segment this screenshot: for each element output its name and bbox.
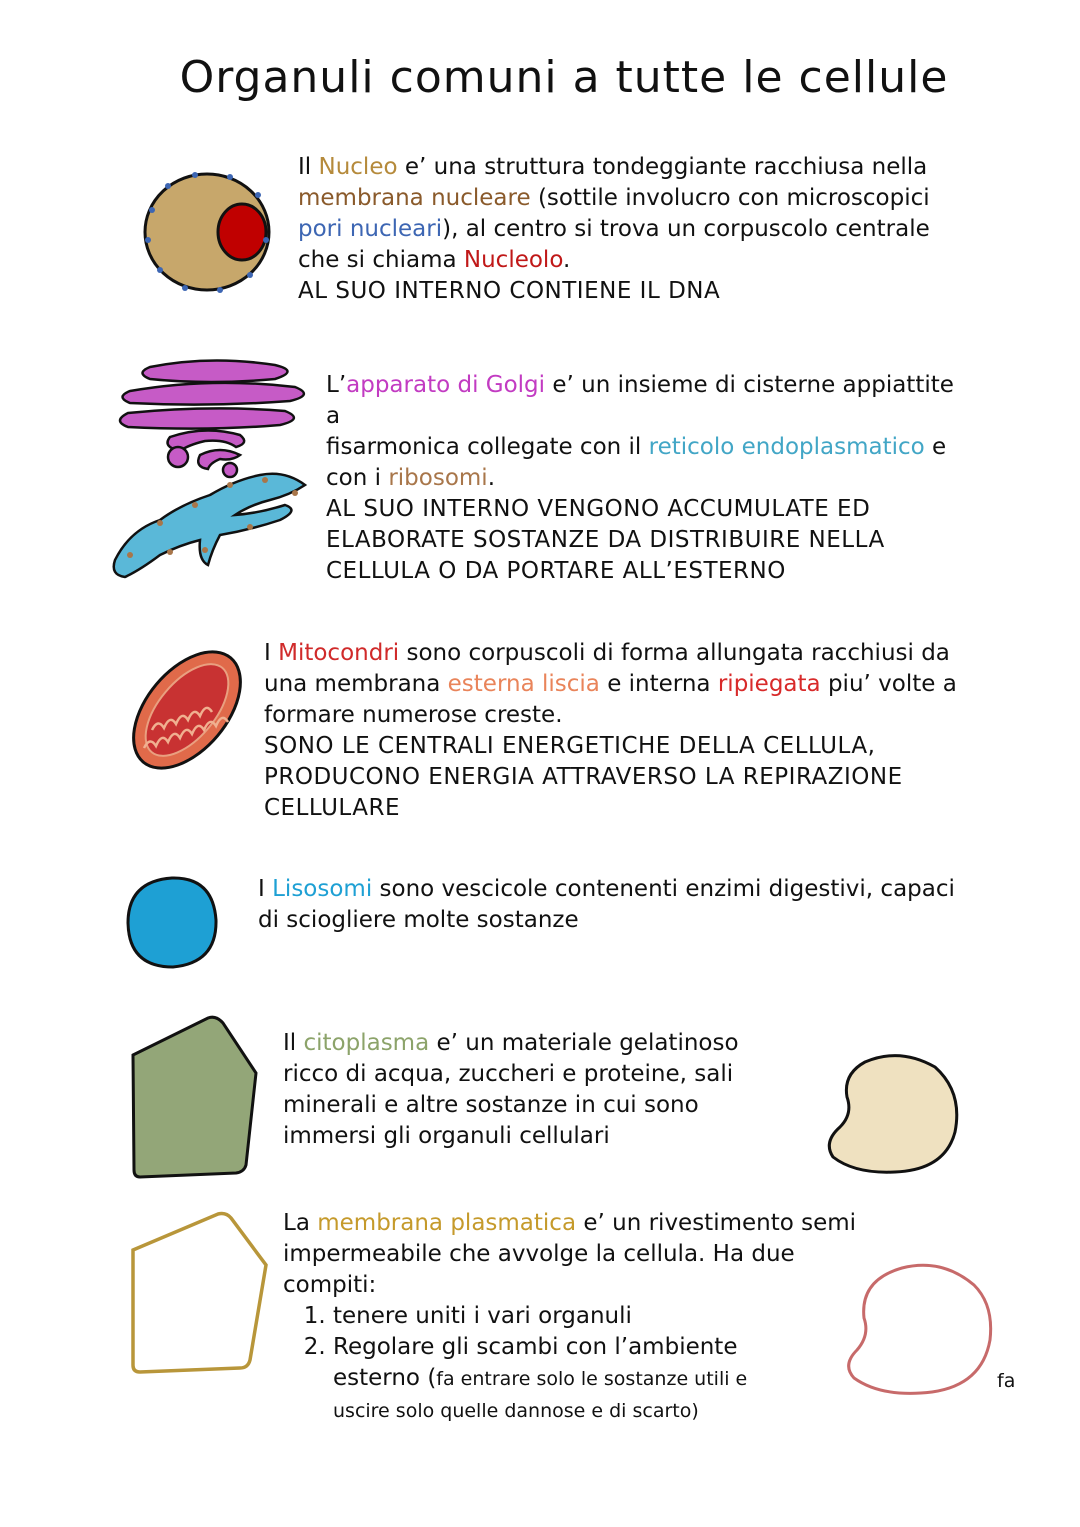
term-citoplasma: citoplasma bbox=[303, 1030, 430, 1056]
text: minerali e altre sostanze in cui sono bbox=[283, 1092, 699, 1118]
golgi-text bbox=[326, 370, 954, 587]
term-membrana-nucleare: membrana nucleare bbox=[298, 185, 531, 211]
mito-caps-2: PRODUCONO ENERGIA ATTRAVERSO LA REPIRAZIONE bbox=[264, 764, 903, 790]
golgi-caps-1: AL SUO INTERNO VENGONO ACCUMULATE ED bbox=[326, 496, 871, 522]
nucleolus-shape bbox=[218, 204, 266, 260]
term-reticolo: reticolo endoplasmatico bbox=[648, 434, 925, 460]
lysosome-illustration bbox=[125, 875, 220, 970]
lysosome-shape bbox=[128, 878, 216, 967]
cyto-text bbox=[283, 1028, 739, 1152]
text: piu’ volte a bbox=[820, 671, 957, 697]
text: e bbox=[924, 434, 947, 460]
er-shape bbox=[114, 474, 305, 577]
cytoplasm-polygon bbox=[133, 1017, 256, 1177]
cytoplasm-blob bbox=[829, 1056, 956, 1173]
cytoplasm-blob-illustration bbox=[825, 1052, 965, 1177]
text: e’ un insieme di cisterne appiattite bbox=[545, 372, 954, 398]
mito-text bbox=[264, 638, 957, 824]
text: che si chiama bbox=[298, 247, 464, 273]
term-lisosomi: Lisosomi bbox=[272, 876, 373, 902]
text: Regolare gli scambi con l’ambiente bbox=[333, 1334, 738, 1360]
text: La bbox=[283, 1210, 318, 1236]
term-golgi: apparato di Golgi bbox=[346, 372, 546, 398]
text: . bbox=[487, 465, 495, 491]
text: compiti: bbox=[283, 1272, 377, 1298]
text: impermeabile che avvolge la cellula. Ha due bbox=[283, 1241, 795, 1267]
membrane-list bbox=[283, 1301, 856, 1427]
term-pori-nucleari: pori nucleari bbox=[298, 216, 443, 242]
text: . bbox=[563, 247, 571, 273]
lyso-text bbox=[258, 874, 955, 936]
text: sono corpuscoli di forma allungata racchiusi da bbox=[399, 640, 950, 666]
nucleus-caps: AL SUO INTERNO CONTIENE IL DNA bbox=[298, 278, 721, 304]
text: e interna bbox=[599, 671, 718, 697]
text: fa bbox=[436, 1368, 455, 1390]
membrane-blob-illustration bbox=[842, 1260, 997, 1400]
membrane-polygon-illustration bbox=[128, 1210, 273, 1375]
nucleus-illustration bbox=[140, 170, 280, 300]
text: di sciogliere molte sostanze bbox=[258, 907, 579, 933]
golgi-shape bbox=[120, 360, 304, 477]
term-nucleolo: Nucleolo bbox=[463, 247, 563, 273]
term-nucleo: Nucleo bbox=[318, 154, 398, 180]
text: esterno ( bbox=[333, 1365, 437, 1391]
text: L’ bbox=[326, 372, 347, 398]
membrane-blob bbox=[849, 1265, 991, 1393]
list-item bbox=[333, 1332, 856, 1427]
term-ripiegata: ripiegata bbox=[717, 671, 821, 697]
text: ricco di acqua, zuccheri e proteine, sali bbox=[283, 1061, 734, 1087]
membrane-text bbox=[283, 1208, 856, 1427]
text: I bbox=[258, 876, 273, 902]
text: (sottile involucro con microscopici bbox=[530, 185, 930, 211]
golgi-er-illustration bbox=[100, 355, 325, 585]
mito-caps-1: SONO LE CENTRALI ENERGETICHE DELLA CELLULA, bbox=[264, 733, 876, 759]
list-item: 1. tenere uniti i vari organuli bbox=[333, 1301, 856, 1332]
text: formare numerose creste. bbox=[264, 702, 563, 728]
orphan-text: fa bbox=[997, 1370, 1016, 1392]
text: immersi gli organuli cellulari bbox=[283, 1123, 610, 1149]
text: Il bbox=[283, 1030, 304, 1056]
term-membrana-plasmatica: membrana plasmatica bbox=[317, 1210, 577, 1236]
text: e’ una struttura tondeggiante racchiusa nella bbox=[397, 154, 928, 180]
text: e’ un materiale gelatinoso bbox=[429, 1030, 739, 1056]
text: sono vescicole contenenti enzimi digestivi, capaci bbox=[372, 876, 955, 902]
text: fisarmonica collegate con il bbox=[326, 434, 649, 460]
term-mitocondri: Mitocondri bbox=[278, 640, 400, 666]
page-title: Organuli comuni a tutte le cellule bbox=[179, 52, 949, 103]
text: uscire solo quelle dannose e di scarto) bbox=[333, 1400, 699, 1422]
text: una membrana bbox=[264, 671, 448, 697]
text: con i bbox=[326, 465, 389, 491]
text: I bbox=[264, 640, 279, 666]
mito-caps-3: CELLULARE bbox=[264, 795, 400, 821]
golgi-caps-2: ELABORATE SOSTANZE DA DISTRIBUIRE NELLA bbox=[326, 527, 885, 553]
text: e’ un rivestimento semi bbox=[576, 1210, 857, 1236]
term-ribosomi: ribosomi bbox=[388, 465, 488, 491]
term-esterna-liscia: esterna liscia bbox=[447, 671, 600, 697]
cytoplasm-polygon-illustration bbox=[128, 1015, 263, 1180]
text: ), al centro si trova un corpuscolo centrale bbox=[442, 216, 930, 242]
text: a bbox=[326, 403, 341, 429]
mitochondrion-illustration bbox=[122, 640, 252, 780]
text: entrare solo le sostanze utili e bbox=[454, 1368, 748, 1390]
membrane-polygon bbox=[133, 1214, 266, 1373]
nucleus-text bbox=[298, 152, 930, 307]
golgi-caps-3: CELLULA O DA PORTARE ALL’ESTERNO bbox=[326, 558, 786, 584]
text: Il bbox=[298, 154, 312, 180]
